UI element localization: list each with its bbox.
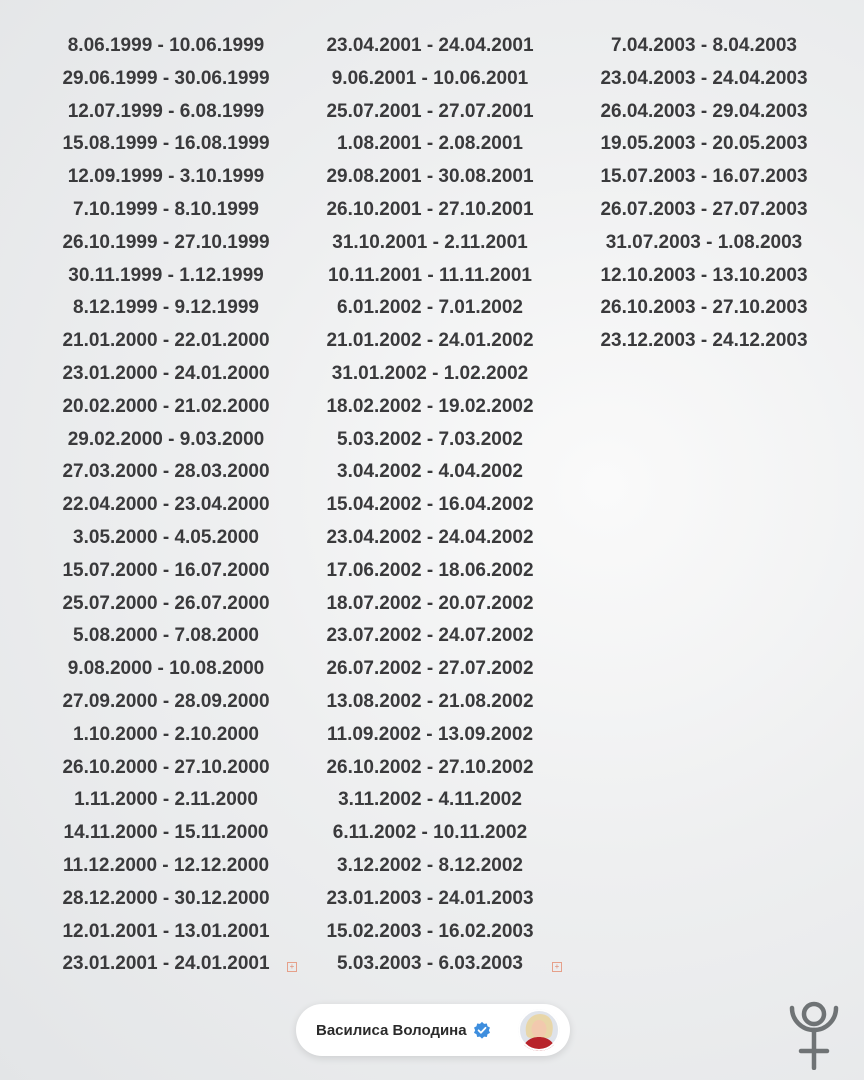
date-range-row: 1.08.2001 - 2.08.2001 [337, 133, 523, 155]
date-range-row: 11.12.2000 - 12.12.2000 [62, 854, 270, 876]
date-range-row: 22.04.2000 - 23.04.2000 [62, 494, 270, 516]
author-avatar[interactable] [518, 1009, 560, 1051]
date-range-row: 17.06.2002 - 18.06.2002 [326, 559, 534, 581]
date-range-row: 28.12.2000 - 30.12.2000 [62, 887, 270, 909]
date-range-row: 31.01.2002 - 1.02.2002 [331, 362, 529, 384]
date-range-row: 23.01.2003 - 24.01.2003 [326, 887, 534, 909]
date-range-row: 6.01.2002 - 7.01.2002 [337, 297, 523, 319]
date-range-row: 15.04.2002 - 16.04.2002 [326, 494, 534, 516]
date-range-row: 23.12.2003 - 24.12.2003 [600, 330, 808, 352]
date-range-row: 18.02.2002 - 19.02.2002 [326, 395, 534, 417]
date-range-row: 29.08.2001 - 30.08.2001 [326, 166, 534, 188]
date-range-row: 9.06.2001 - 10.06.2001 [331, 67, 529, 89]
date-range-row: 3.11.2002 - 4.11.2002 [338, 789, 522, 811]
date-range-row: 20.02.2000 - 21.02.2000 [62, 395, 270, 417]
date-range-row: 30.11.1999 - 1.12.1999 [68, 264, 264, 286]
date-range-row: 3.04.2002 - 4.04.2002 [337, 461, 523, 483]
date-range-row: 1.10.2000 - 2.10.2000 [73, 723, 259, 745]
date-range-row: 5.08.2000 - 7.08.2000 [73, 625, 259, 647]
date-range-row: 26.10.2003 - 27.10.2003 [600, 297, 808, 319]
verified-check-icon [473, 1021, 491, 1039]
author-name: Василиса Володина [316, 1021, 467, 1039]
date-range-row: 12.07.1999 - 6.08.1999 [67, 100, 265, 122]
date-range-row: 3.05.2000 - 4.05.2000 [73, 526, 259, 548]
date-range-row: 31.07.2003 - 1.08.2003 [605, 231, 803, 253]
pluto-glyph-icon [784, 998, 844, 1070]
date-range-row: 19.05.2003 - 20.05.2003 [600, 133, 808, 155]
date-range-row: 7.04.2003 - 8.04.2003 [611, 35, 797, 56]
date-range-row: 18.07.2002 - 20.07.2002 [326, 592, 534, 614]
date-range-row: 25.07.2001 - 27.07.2001 [326, 100, 534, 122]
date-range-row: 21.01.2002 - 24.01.2002 [326, 330, 534, 352]
author-avatar-icon [518, 1009, 560, 1051]
date-range-row: 26.07.2003 - 27.07.2003 [600, 198, 808, 220]
author-badge[interactable] [296, 1004, 570, 1056]
small-plus-mark-icon: + [287, 962, 297, 972]
date-range-row: 15.07.2003 - 16.07.2003 [600, 166, 808, 188]
date-range-row: 26.10.2000 - 27.10.2000 [62, 756, 270, 778]
date-range-row: 15.02.2003 - 16.02.2003 [326, 920, 534, 942]
small-plus-mark-icon: + [552, 962, 562, 972]
date-range-row: 23.04.2003 - 24.04.2003 [600, 67, 808, 89]
date-range-row: 9.08.2000 - 10.08.2000 [67, 658, 265, 680]
date-range-row: 15.08.1999 - 16.08.1999 [62, 133, 270, 155]
date-range-row: 27.09.2000 - 28.09.2000 [62, 690, 270, 712]
date-range-row: 31.10.2001 - 2.11.2001 [332, 231, 528, 253]
date-range-row: 25.07.2000 - 26.07.2000 [62, 592, 270, 614]
date-range-row: 11.09.2002 - 13.09.2002 [326, 723, 534, 745]
date-range-row: 23.01.2001 - 24.01.2001 [62, 953, 270, 975]
date-range-row: 23.07.2002 - 24.07.2002 [326, 625, 534, 647]
date-range-row: 26.04.2003 - 29.04.2003 [600, 100, 808, 122]
dates-column-3 [586, 30, 822, 358]
date-range-row: 27.03.2000 - 28.03.2000 [62, 461, 270, 483]
date-range-row: 23.01.2000 - 24.01.2000 [62, 362, 270, 384]
date-range-row: 8.06.1999 - 10.06.1999 [67, 35, 265, 56]
date-range-row: 23.04.2001 - 24.04.2001 [326, 35, 534, 56]
date-range-row: 6.11.2002 - 10.11.2002 [332, 822, 528, 844]
date-range-row: 13.08.2002 - 21.08.2002 [326, 690, 534, 712]
date-range-row: 3.12.2002 - 8.12.2002 [337, 854, 523, 876]
dates-column-2 [312, 30, 548, 981]
date-range-row: 12.01.2001 - 13.01.2001 [62, 920, 270, 942]
dates-column-1 [52, 30, 280, 981]
date-range-row: 29.02.2000 - 9.03.2000 [67, 428, 265, 450]
date-range-row: 21.01.2000 - 22.01.2000 [62, 330, 270, 352]
date-range-row: 26.10.2002 - 27.10.2002 [326, 756, 534, 778]
date-range-row: 12.09.1999 - 3.10.1999 [67, 166, 265, 188]
date-range-row: 15.07.2000 - 16.07.2000 [62, 559, 270, 581]
date-range-row: 8.12.1999 - 9.12.1999 [73, 297, 259, 319]
date-range-row: 23.04.2002 - 24.04.2002 [326, 526, 534, 548]
date-range-row: 5.03.2002 - 7.03.2002 [337, 428, 523, 450]
date-range-row: 5.03.2003 - 6.03.2003 [337, 953, 523, 975]
date-range-row: 29.06.1999 - 30.06.1999 [62, 67, 270, 89]
date-range-row: 26.07.2002 - 27.07.2002 [326, 658, 534, 680]
date-range-row: 10.11.2001 - 11.11.2001 [328, 264, 532, 286]
date-range-row: 12.10.2003 - 13.10.2003 [600, 264, 808, 286]
date-range-row: 1.11.2000 - 2.11.2000 [74, 789, 258, 811]
date-range-row: 7.10.1999 - 8.10.1999 [73, 198, 259, 220]
date-range-row: 26.10.1999 - 27.10.1999 [62, 231, 270, 253]
date-range-row: 26.10.2001 - 27.10.2001 [326, 198, 534, 220]
date-range-row: 14.11.2000 - 15.11.2000 [63, 822, 269, 844]
